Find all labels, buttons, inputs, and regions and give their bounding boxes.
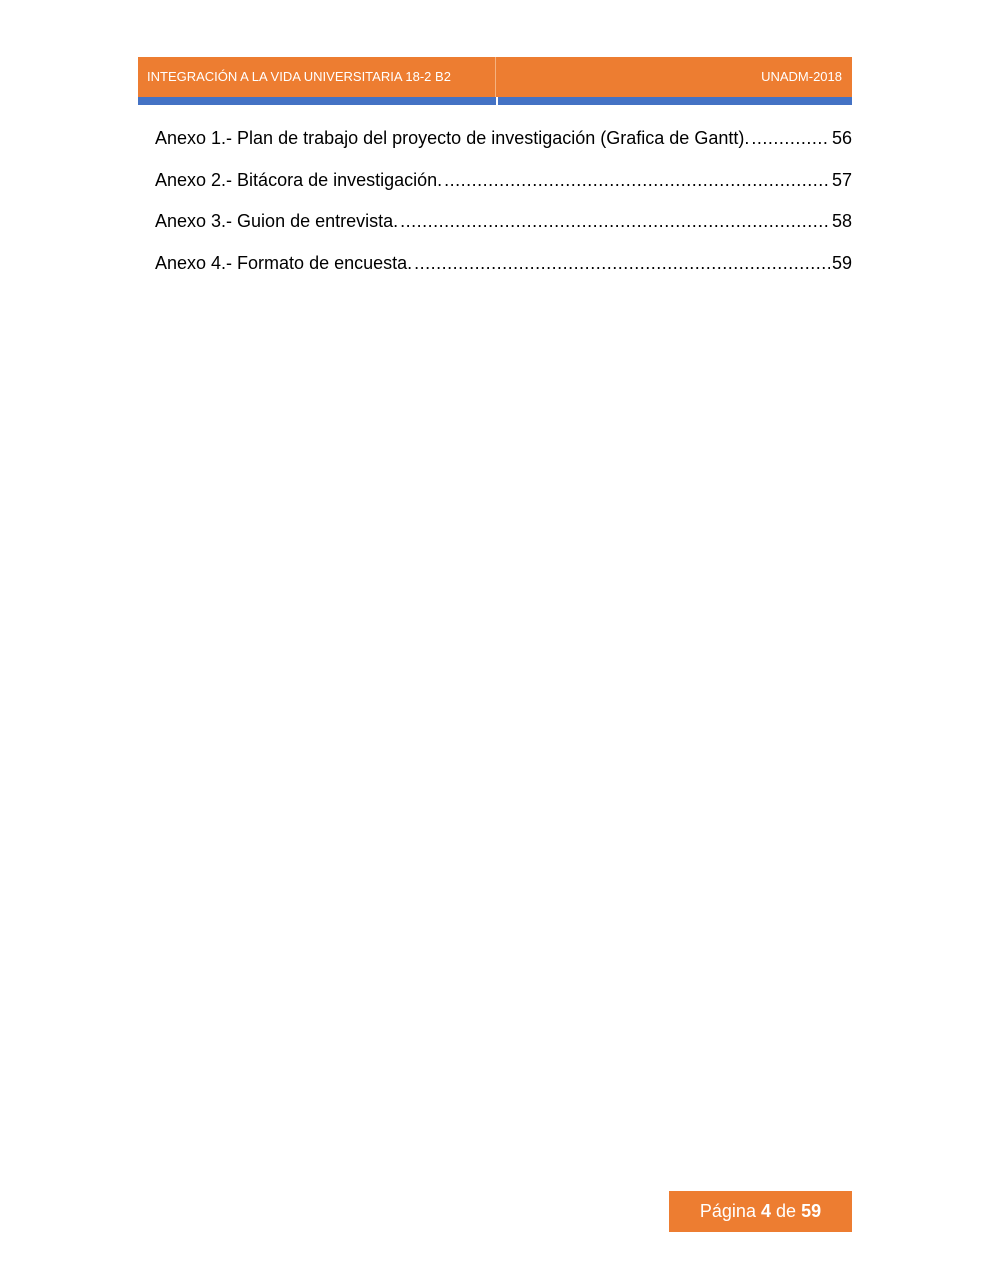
table-of-contents — [155, 128, 852, 294]
toc-entry-annex-3[interactable] — [155, 211, 852, 253]
toc-dot-leader — [751, 128, 830, 149]
toc-dot-leader — [400, 211, 830, 232]
header-left-cell — [138, 57, 496, 97]
toc-entry-annex-2[interactable] — [155, 170, 852, 212]
toc-dot-leader — [444, 170, 830, 191]
footer-page-label: Página — [699, 1201, 756, 1221]
toc-page-number: 58 — [831, 211, 852, 231]
header-underline-right — [498, 97, 852, 105]
toc-entry-text: Anexo 1.- Plan de trabajo del proyecto de investigación (Grafica de Gantt). — [155, 128, 750, 148]
toc-entry-annex-1[interactable] — [155, 128, 852, 170]
footer-current-page: 4 — [760, 1201, 771, 1221]
header-course-title: INTEGRACIÓN A LA VIDA UNIVERSITARIA 18-2 B2 — [147, 69, 451, 84]
toc-page-number: 59 — [831, 252, 852, 273]
header-institution: UNADM-2018 — [761, 69, 842, 84]
footer-total-pages: 59 — [801, 1201, 822, 1221]
toc-entry-annex-4[interactable] — [155, 253, 852, 295]
page-header — [138, 57, 852, 97]
header-underline-left — [138, 97, 496, 105]
toc-entry-text: Anexo 4.- Formato de encuesta. — [155, 252, 413, 273]
toc-entry-text: Anexo 2.- Bitácora de investigación. — [155, 169, 443, 190]
toc-entry-text: Anexo 3.- Guion de entrevista. — [155, 211, 399, 231]
page-number-footer — [669, 1191, 852, 1232]
footer-connector: de — [776, 1201, 797, 1221]
toc-page-number: 56 — [831, 128, 852, 148]
toc-page-number: 57 — [831, 169, 852, 190]
toc-dot-leader — [414, 253, 830, 274]
